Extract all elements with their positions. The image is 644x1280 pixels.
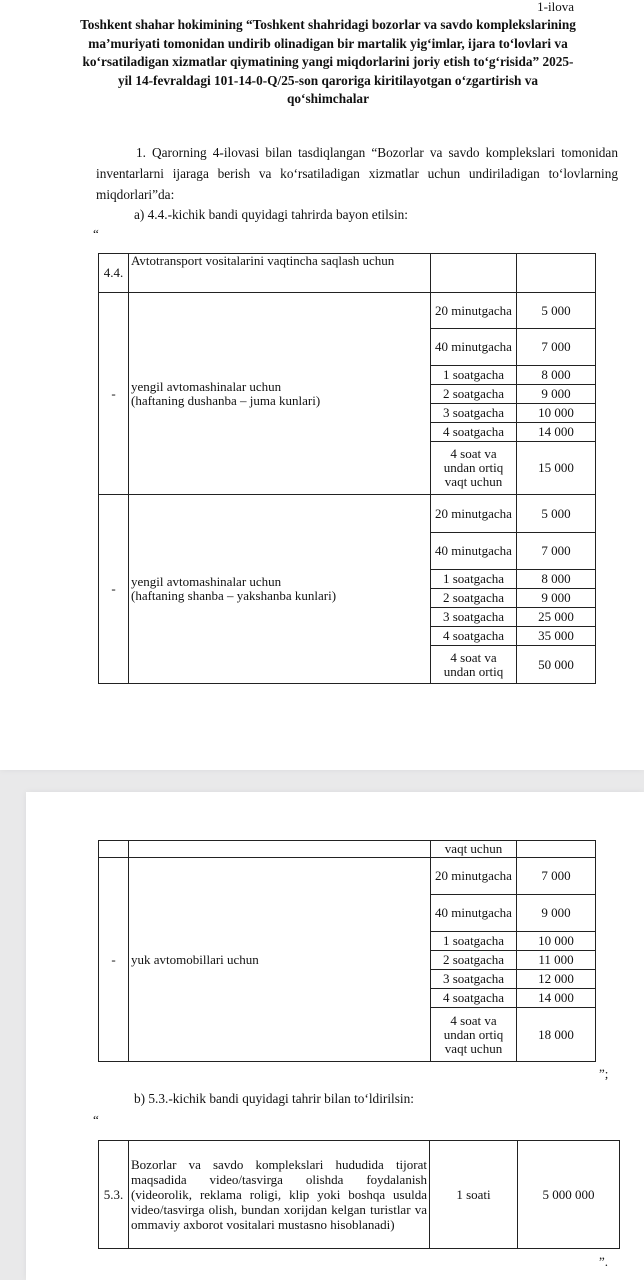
duration-cell: 4 soat va undan ortiq vaqt uchun	[431, 442, 517, 495]
price-cell: 14 000	[517, 989, 596, 1008]
price-cell: 9 000	[517, 589, 596, 608]
table-header-row	[99, 254, 596, 293]
duration-cell: 3 soatgacha	[431, 608, 517, 627]
duration-cell: 3 soatgacha	[431, 970, 517, 989]
item-number-cell: 5.3.	[99, 1141, 129, 1249]
duration-cell: 40 minutgacha	[431, 329, 517, 366]
price-cell: 18 000	[517, 1008, 596, 1062]
price-cell: 7 000	[517, 858, 596, 895]
price-cell: 8 000	[517, 570, 596, 589]
duration-cell: 2 soatgacha	[431, 385, 517, 404]
price-cell: 14 000	[517, 423, 596, 442]
document-page-2	[26, 792, 644, 1280]
price-cell: 10 000	[517, 404, 596, 423]
duration-cell: 1 soatgacha	[431, 570, 517, 589]
duration-cell: 3 soatgacha	[431, 404, 517, 423]
table-row	[99, 858, 596, 895]
duration-cell: 20 minutgacha	[431, 858, 517, 895]
duration-cell: 4 soat va undan ortiq vaqt uchun	[431, 1008, 517, 1062]
vehicle-type-cell: yengil avtomashinalar uchun (haftaning shanba – yakshanba kunlari)	[129, 495, 431, 684]
price-cell: 5 000 000	[518, 1141, 620, 1249]
dash-cell: -	[99, 495, 129, 684]
table-row	[99, 1141, 620, 1249]
sub-item-b: b) 5.3.-kichik bandi quyidagi tahrir bilan to‘ldirilsin:	[134, 1091, 414, 1106]
price-cell: 50 000	[517, 646, 596, 684]
duration-cell: vaqt uchun	[431, 841, 517, 858]
price-cell: 15 000	[517, 442, 596, 495]
open-quote-a: “	[93, 226, 99, 241]
price-cell: 8 000	[517, 366, 596, 385]
close-quote-a: ”;	[599, 1066, 609, 1081]
open-quote-b: “	[93, 1112, 99, 1127]
duration-cell: 20 minutgacha	[431, 293, 517, 329]
dash-cell: -	[99, 858, 129, 1062]
sub-item-a: a) 4.4.-kichik bandi quyidagi tahrirda bayon etilsin:	[134, 207, 408, 222]
duration-cell: 40 minutgacha	[431, 895, 517, 932]
price-cell: 11 000	[517, 951, 596, 970]
item-number-cell: 4.4.	[99, 254, 129, 293]
price-cell: 5 000	[517, 495, 596, 533]
vehicle-type-cell: yengil avtomashinalar uchun (haftaning dushanba – juma kunlari)	[129, 293, 431, 495]
fee-table-5-3	[98, 1140, 620, 1249]
duration-cell: 4 soatgacha	[431, 989, 517, 1008]
annex-label: 1-ilova	[537, 0, 574, 14]
duration-cell: 40 minutgacha	[431, 533, 517, 570]
duration-cell: 20 minutgacha	[431, 495, 517, 533]
duration-cell: 1 soatgacha	[431, 932, 517, 951]
dash-cell: -	[99, 293, 129, 495]
price-cell: 25 000	[517, 608, 596, 627]
duration-cell: 4 soatgacha	[431, 627, 517, 646]
document-title: Toshkent shahar hokimining “Toshkent shahridagi bozorlar va savdo komplekslarining ma’muriyati tomonidan undirib olinadigan bir martalik yig‘imlar, ijara to‘lovlari va ko‘rsatiladigan xizmatlar qiymatining yangi miqdorlarini joriy etish to‘g‘risida” 2025-yil 14-fevraldagi 101-14-0-Q/25-son qaroriga kiritilayotgan o‘zgartirish va qo‘shimchalar	[80, 17, 576, 106]
duration-cell: 1 soatgacha	[431, 366, 517, 385]
price-cell: 5 000	[517, 293, 596, 329]
price-cell: 9 000	[517, 385, 596, 404]
description-cell: Bozorlar va savdo komplekslari hududida tijorat maqsadida video/tasvirga olishda foydalanish (videorolik, reklama roligi, klip yoki boshqa usulda video/tasvirga olish, bundan xorijdan kelgan turistlar va ommaviy axborot vositalari mustasno hisoblanadi)	[129, 1141, 430, 1249]
price-cell: 10 000	[517, 932, 596, 951]
duration-cell: 4 soat va undan ortiq	[431, 646, 517, 684]
price-cell: 35 000	[517, 627, 596, 646]
price-cell: 9 000	[517, 895, 596, 932]
fee-table-4-4-continued	[98, 840, 596, 1062]
table-row	[99, 841, 596, 858]
table-row	[99, 293, 596, 329]
close-quote-b: ”.	[599, 1254, 609, 1269]
duration-cell: 2 soatgacha	[431, 589, 517, 608]
duration-cell: 2 soatgacha	[431, 951, 517, 970]
vehicle-type-cell: yuk avtomobillari uchun	[129, 858, 431, 1062]
table-row	[99, 495, 596, 533]
fee-table-4-4	[98, 253, 596, 684]
price-cell: 7 000	[517, 329, 596, 366]
item-title-cell: Avtotransport vositalarini vaqtincha saqlash uchun	[129, 254, 431, 293]
duration-cell: 4 soatgacha	[431, 423, 517, 442]
price-cell: 12 000	[517, 970, 596, 989]
section-1-paragraph: 1. Qarorning 4-ilovasi bilan tasdiqlangan “Bozorlar va savdo komplekslari tomonidan inventarlarni ijaraga berish va ko‘rsatiladigan xizmatlar uchun undiriladigan to‘lovlarning miqdorlari”da:	[96, 145, 618, 202]
price-cell: 7 000	[517, 533, 596, 570]
unit-cell: 1 soati	[430, 1141, 518, 1249]
